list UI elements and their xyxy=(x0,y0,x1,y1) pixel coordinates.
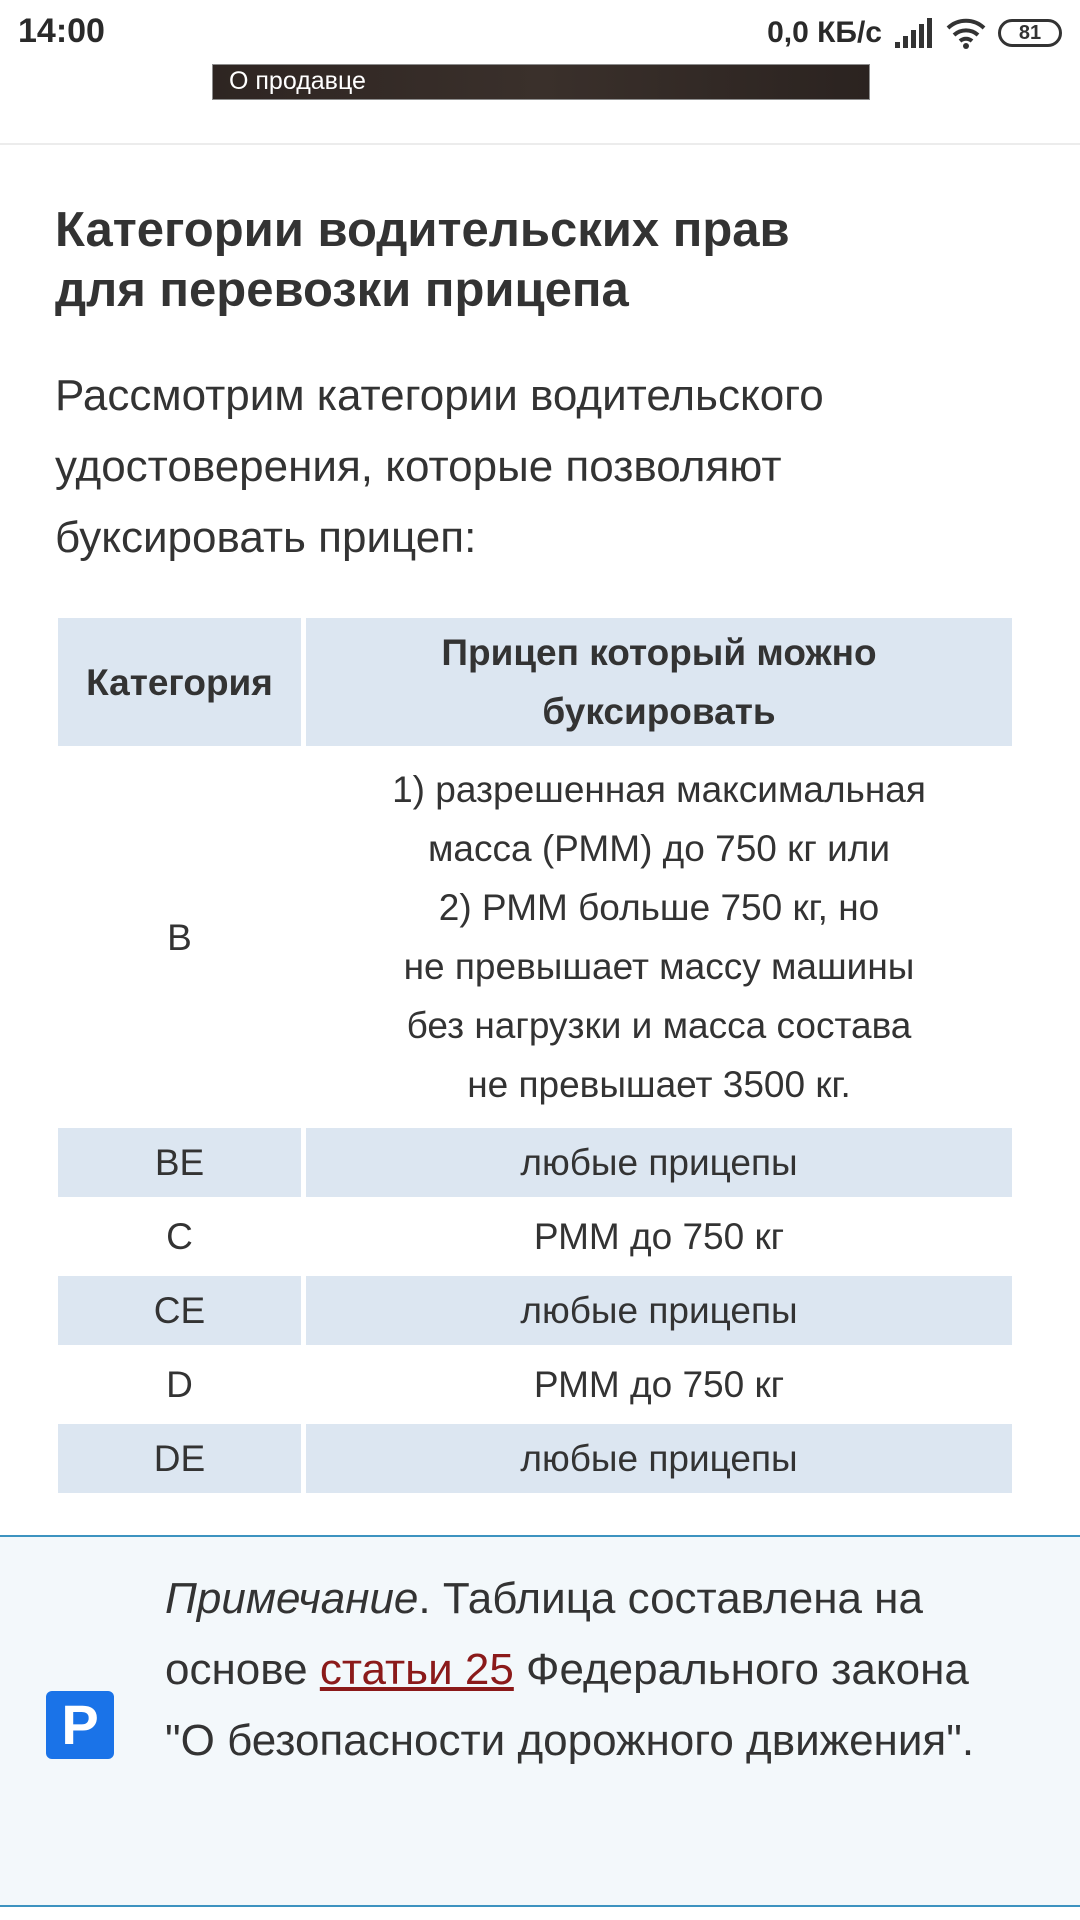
network-speed: 0,0 КБ/с xyxy=(767,16,882,49)
note-box xyxy=(0,1535,1080,1907)
category-cell: B xyxy=(167,916,192,958)
header-divider xyxy=(0,143,1080,145)
article-intro xyxy=(55,360,1015,573)
header-trailer xyxy=(306,618,1012,746)
note-text xyxy=(165,1563,1025,1776)
note-text-before-link: . Таблица составлена на основе xyxy=(165,1574,923,1694)
trailer-line: масса (РММ) до 750 кг или xyxy=(427,828,891,869)
note-text-after-link: Федерального закона "О безопасности дорожного движения". xyxy=(165,1645,975,1765)
law-article-link[interactable]: статьи 25 xyxy=(319,1645,514,1694)
intro-line: удостоверения, которые позволяют xyxy=(55,442,782,491)
category-cell: C xyxy=(166,1216,193,1257)
header-trailer-line: Прицеп который можно xyxy=(441,632,877,673)
parking-sign-icon: P xyxy=(46,1691,114,1759)
trailer-cell: любые прицепы xyxy=(306,1424,1012,1493)
table-row xyxy=(58,1350,1012,1419)
status-indicators xyxy=(767,12,1062,54)
battery-icon xyxy=(998,19,1062,47)
category-cell: BE xyxy=(58,1128,301,1197)
status-bar xyxy=(0,0,1080,66)
trailer-line: без нагрузки и масса состава xyxy=(406,1005,912,1046)
table-row xyxy=(58,751,1012,1123)
battery-level: 81 xyxy=(1018,22,1042,44)
intro-line: буксировать прицеп: xyxy=(55,513,477,562)
article-title-line: Категории водительских прав xyxy=(55,203,790,257)
note-label: Примечание xyxy=(165,1574,419,1623)
table-header-row xyxy=(58,618,1012,746)
header-trailer-line: буксировать xyxy=(542,691,776,732)
trailer-line: 1) разрешенная максимальная xyxy=(392,769,926,810)
article-title xyxy=(55,200,1015,320)
trailer-cell: РММ до 750 кг xyxy=(533,1216,785,1257)
category-cell: CE xyxy=(58,1276,301,1345)
trailer-cell xyxy=(306,751,1012,1123)
table-row xyxy=(58,1424,1012,1493)
trailer-line: не превышает массу машины xyxy=(403,946,915,987)
table-row xyxy=(58,1202,1012,1271)
status-time: 14:00 xyxy=(18,12,105,50)
license-categories-table xyxy=(53,613,1017,1498)
trailer-line: не превышает 3500 кг. xyxy=(467,1064,851,1105)
table-row xyxy=(58,1128,1012,1197)
seller-banner[interactable] xyxy=(212,64,870,100)
trailer-line: 2) РММ больше 750 кг, но xyxy=(438,887,880,928)
trailer-cell: любые прицепы xyxy=(306,1128,1012,1197)
signal-icon xyxy=(894,18,934,48)
table-row xyxy=(58,1276,1012,1345)
intro-line: Рассмотрим категории водительского xyxy=(55,371,824,420)
header-category: Категория xyxy=(58,618,301,746)
wifi-icon xyxy=(946,17,986,49)
trailer-cell: РММ до 750 кг xyxy=(533,1364,785,1405)
seller-label: О продавце xyxy=(229,67,366,95)
trailer-cell: любые прицепы xyxy=(306,1276,1012,1345)
article-title-line: для перевозки прицепа xyxy=(55,263,629,317)
category-cell: DE xyxy=(58,1424,301,1493)
category-cell: D xyxy=(166,1364,193,1405)
